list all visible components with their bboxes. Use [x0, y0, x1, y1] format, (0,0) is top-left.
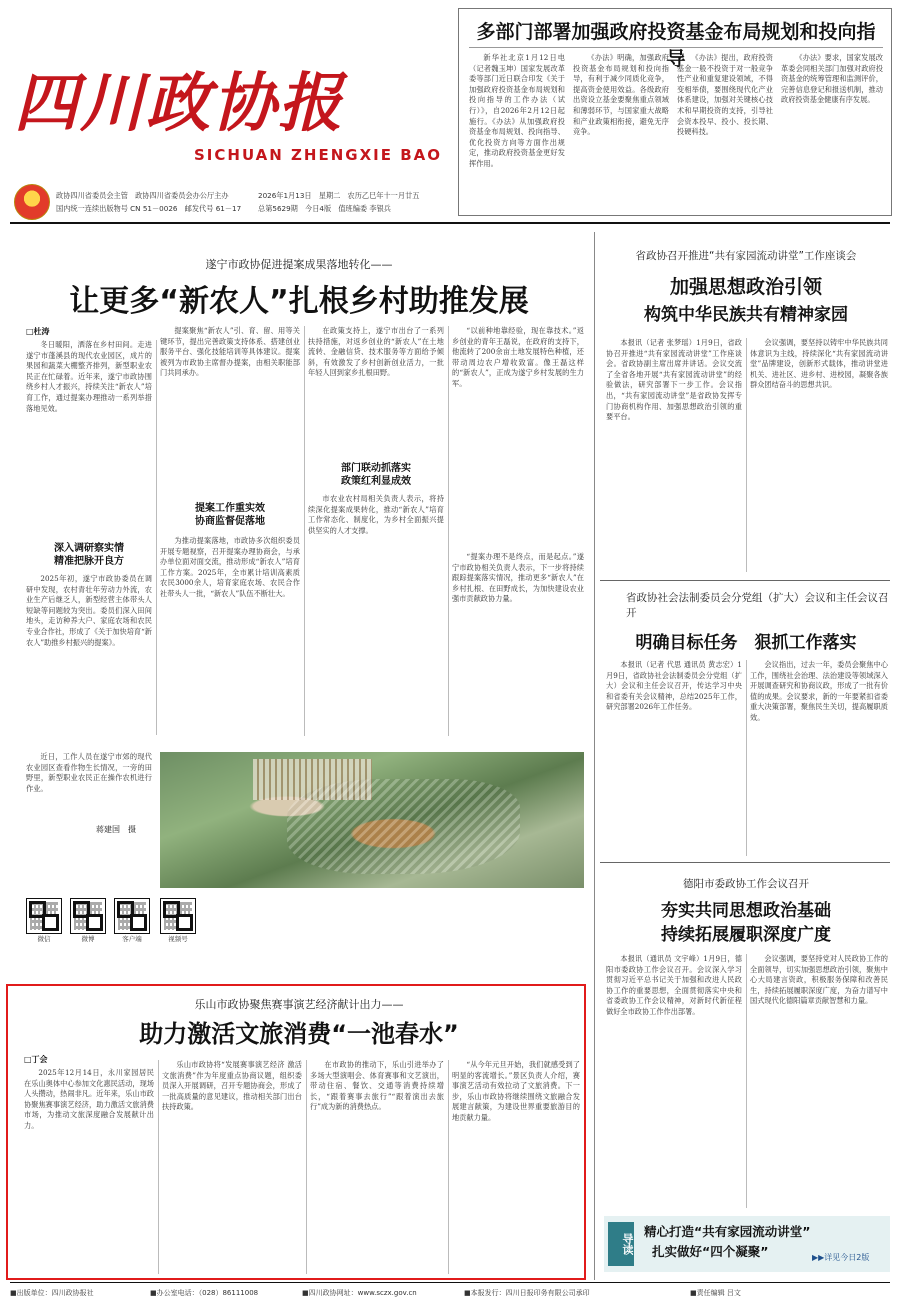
lead-col-4-text: “以前种地靠经验，现在靠技术。”返乡创业的青年王磊说，在政府的支持下，他流转了200余亩土地发展特色种植，还带动周边农户增收致富。像王磊这样的“新农人”，正成为遂宁乡村发展的生力军。 [452, 326, 584, 388]
lead-col-1b-text: 2025年初，遂宁市政协委员在调研中发现，农村青壮年劳动力外流，农业生产后继乏人，新型经营主体带头人短缺等问题较为突出。委员们深入田间地头，走访种养大户、家庭农场和农民专业合作社，形成了《关于加快培育“新农人”助推乡村振兴的提案》。 [26, 574, 152, 647]
lead-kicker: 遂宁市政协促进提案成果落地转化—— [205, 258, 393, 271]
right1-col-1: 本报讯（记者 张梦瑶）1月9日，省政协召开推进“共有家园流动讲堂”工作座谈会。省政协副主席出席并讲话。会议交流了全省各地开展“共有家园流动讲堂”的经验做法，研究部署下一步工作。会议指出，“共有家园流动讲堂”是省政协发挥专门协商机构作用、加强思想政治引领的重要平台。 [606, 338, 742, 422]
qr-code[interactable] [70, 898, 106, 934]
date-line: 2026年1月13日 星期二 农历乙巳年十一月廿五 [258, 191, 420, 200]
lead-col-3-text: 在政策支持上，遂宁市出台了一系列扶持措施，对返乡创业的“新农人”在土地流转、金融信贷、技术服务等方面给予倾斜，有效激发了乡村创新创业活力，一批年轻人回到家乡扎根田野。 [308, 326, 444, 378]
lead-col-1 [26, 340, 152, 735]
qr-code[interactable] [114, 898, 150, 934]
right3-headline-1[interactable]: 夯实共同思想政治基础 [661, 901, 831, 921]
qr-label: 视频号 [168, 935, 188, 943]
lead-col-4 [452, 326, 584, 736]
issue-line: 总第5629期 今日4版 值班编委 李银兵 [258, 204, 391, 213]
featured-col-1: 2025年12月14日，永川家园居民在乐山奥体中心参加文化惠民活动，现场人头攒动，热闹非凡。近年来，乐山市政协聚焦赛事演艺经济，助力激活文旅消费市场，为推动文旅深度融合发展献计出力。 [24, 1068, 154, 1130]
right3-kicker: 德阳市委政协工作会议召开 [683, 878, 809, 890]
right3-headline-2[interactable]: 持续拓展履职深度广度 [661, 925, 831, 945]
masthead [14, 12, 444, 212]
lead-col-4b-text: “提案办理不是终点，而是起点。”遂宁市政协相关负责人表示，下一步将持续跟踪提案落实情况，推动更多“新农人”在乡村扎根、在田野成长，为加快建设农业强市贡献政协力量。 [452, 552, 584, 604]
cn-number-line: 国内统一连续出版物号 CN 51－0026 邮发代号 61－17 [56, 204, 242, 213]
lead-headline[interactable]: 让更多“新农人”扎根乡村助推发展 [69, 284, 529, 319]
footer-web[interactable]: ■四川政协网址：www.sczx.gov.cn [302, 1289, 417, 1297]
top-story-col-2: 《办法》明确，加强政府投资基金布局规划和投向指导，有利于减少同质化竞争，提高资金使用效益。各级政府出资设立基金要聚焦重点领域和薄弱环节，与国家重大战略和产业政策相衔接，避免无序竞争。 [573, 53, 669, 137]
lead-subhead-2: 提案工作重实效 协商监督促落地 [195, 503, 265, 527]
right3-col-1: 本报讯（通讯员 文宇峰）1月9日，德阳市委政协工作会议召开。会议深入学习贯彻习近平总书记关于加强和改进人民政协工作的重要思想，全面贯彻落实中央和省委政协工作会议精神，对新时代新征程做好全市政协工作作出部署。 [606, 954, 742, 1016]
qr-code[interactable] [26, 898, 62, 934]
featured-byline: □丁会 [24, 1055, 48, 1064]
right1-kicker: 省政协召开推进“共有家园流动讲堂”工作座谈会 [635, 250, 857, 262]
qr-code-extra [160, 898, 200, 960]
qr-code-group [26, 898, 152, 960]
lead-subhead-3: 部门联动抓落实 政策红利显成效 [341, 463, 411, 487]
lead-col-1-text: 冬日暖阳，洒落在乡村田间。走进遂宁市蓬溪县的现代农业园区，成片的果园和蔬菜大棚整齐排列，新型职业农民正在忙碌着。近年来，遂宁市政协围绕乡村人才振兴，持续关注“新农人”培育工作，通过提案办理推动一系列举措落地见效。 [26, 340, 152, 413]
lead-col-3 [308, 326, 444, 736]
right2-col-1: 本报讯（记者 代思 通讯员 黄志宏）1月9日，省政协社会法制委员会分党组（扩大）会议和主任会议召开，传达学习中央和省委有关会议精神，总结2025年工作，研究部署2026年工作任务。 [606, 660, 742, 712]
right1-headline-2[interactable]: 构筑中华民族共有精神家园 [644, 305, 848, 325]
guide-box[interactable] [604, 1216, 890, 1272]
lead-col-2-text: 提案聚焦“新农人”引、育、留、用等关键环节，提出完善政策支持体系、搭建创业服务平台、强化技能培训等具体建议。提案被列为市政协主席督办提案，由相关职能部门共同承办。 [160, 326, 300, 378]
featured-kicker: 乐山市政协聚焦赛事演艺经济献计出力—— [194, 998, 404, 1011]
publisher-line: 政协四川省委员会主管 政协四川省委员会办公厅主办 [56, 191, 229, 200]
right2-headline[interactable]: 明确目标任务 狠抓工作落实 [635, 633, 857, 653]
featured-col-3: 在市政协的推动下，乐山引进举办了多场大型演唱会、体育赛事和文艺演出，带动住宿、餐饮、交通等消费持续增长，“跟着赛事去旅行”“跟着演出去旅行”成为新的消费热点。 [310, 1060, 444, 1112]
lead-col-2 [160, 326, 300, 736]
lead-byline: □杜涛 [26, 327, 50, 336]
lead-col-3b-text: 市农业农村局相关负责人表示，将持续深化提案成果转化，推动“新农人”培育工作常态化、制度化，为乡村全面振兴提供坚实的人才支撑。 [308, 494, 444, 535]
guide-title-2[interactable]: 扎实做好“四个凝聚” [652, 1244, 769, 1259]
masthead-title: 四川政协报 [14, 66, 344, 141]
top-story [458, 8, 892, 216]
guide-tag: 导读 [608, 1222, 634, 1266]
right2-kicker: 省政协社会法制委员会分党组（扩大）会议和主任会议召开 [626, 592, 889, 619]
top-story-col-1: 新华社北京1月12日电（记者魏玉坤）国家发展改革委等部门近日联合印发《关于加强政府投资基金布局规划和投向指导的工作办法（试行）》，自2026年2月12日起施行。《办法》从加强政府投资基金布局规划、投向指导、优化投资方向等方面作出规定，推动政府投资基金更好发挥作用。 [469, 53, 565, 168]
qr-code[interactable] [160, 898, 196, 934]
footer-print: ■本报发行：四川日报印务有限公司承印 [464, 1289, 590, 1297]
footer-publisher: ■出版单位：四川政协报社 [10, 1289, 94, 1297]
photo-credit: 蒋建国 摄 [96, 825, 136, 834]
qr-label: 客户端 [122, 935, 142, 943]
right2-col-2: 会议指出，过去一年，委员会聚焦中心工作，围绕社会治理、法治建设等领域深入开展调查研究和协商议政，形成了一批有价值的成果。会议要求，新的一年要紧扣省委重大决策部署，聚焦民生关切，提高履职质效。 [750, 660, 888, 722]
photo-caption: 近日，工作人员在遂宁市郊的现代农业园区查看作物生长情况，一旁的田野里，新型职业农民正在操作农机进行作业。 [26, 752, 152, 793]
top-story-col-4: 《办法》要求，国家发展改革委会同相关部门加强对政府投资基金的统筹管理和监测评价，完善信息登记和报送机制，推动政府投资基金健康有序发展。 [781, 53, 883, 105]
cppcc-emblem-icon [14, 184, 50, 220]
featured-headline[interactable]: 助力激活文旅消费“一池春水” [139, 1020, 459, 1048]
lead-photo [160, 752, 584, 888]
footer-editors: ■责任编辑 吕文 [690, 1289, 741, 1297]
lead-col-2b-text: 为推动提案落地，市政协多次组织委员开展专题视察，召开提案办理协商会，与承办单位面对面交流，推动形成“新农人”培育工作方案。2025年，全市累计培训高素质农民3000余人，培育家庭农场、农民合作社带头人一批，“新农人”队伍不断壮大。 [160, 536, 300, 598]
top-story-headline[interactable]: 多部门部署加强政府投资基金布局规划和投向指导 [476, 21, 876, 70]
masthead-pinyin: SICHUAN ZHENGXIE BAO [194, 146, 443, 164]
qr-label: 微博 [81, 935, 95, 943]
featured-col-4: “从今年元旦开始，我们就感受到了明显的客流增长。”景区负责人介绍，赛事演艺活动有效拉动了文旅消费。下一步，乐山市政协将继续围绕文旅融合发展建言献策，为建设世界重要旅游目的地贡献力量。 [452, 1060, 580, 1122]
guide-title-1[interactable]: 精心打造“共有家园流动讲堂” [644, 1224, 811, 1239]
featured-col-2: 乐山市政协将“发展赛事演艺经济 激活文旅消费”作为年度重点协商议题，组织委员深入开展调研，召开专题协商会，形成了一批高质量的意见建议，推动相关部门出台扶持政策。 [162, 1060, 302, 1112]
guide-link[interactable]: ▶▶详见今日2版 [812, 1253, 870, 1262]
lead-subhead-1: 深入调研察实情 精准把脉开良方 [54, 543, 124, 567]
top-story-col-3: 《办法》提出，政府投资基金一般不投资于对一般竞争性产业和重复建设领域，不得变相举债，要围绕现代化产业体系建设，加强对关键核心技术和早期投资的支持，引导社会资本投早、投小、投长期、投硬科技。 [677, 53, 773, 137]
footer-phone: ■办公室电话：（028）86111008 [150, 1289, 259, 1297]
qr-label: 微信 [37, 935, 51, 943]
right1-headline-1[interactable]: 加强思想政治引领 [669, 276, 822, 298]
right1-col-2: 会议强调，要坚持以铸牢中华民族共同体意识为主线，持续深化“共有家园流动讲堂”品牌建设，创新形式载体，推动讲堂进机关、进社区、进乡村、进校园，凝聚各族群众团结奋斗的思想共识。 [750, 338, 888, 390]
right3-col-2: 会议强调，要坚持党对人民政协工作的全面领导，切实加强思想政治引领，聚焦中心大局建言资政，积极服务保障和改善民生，持续拓展履职深度广度，为奋力谱写中国式现代化德阳篇章贡献智慧和力量。 [750, 954, 888, 1006]
